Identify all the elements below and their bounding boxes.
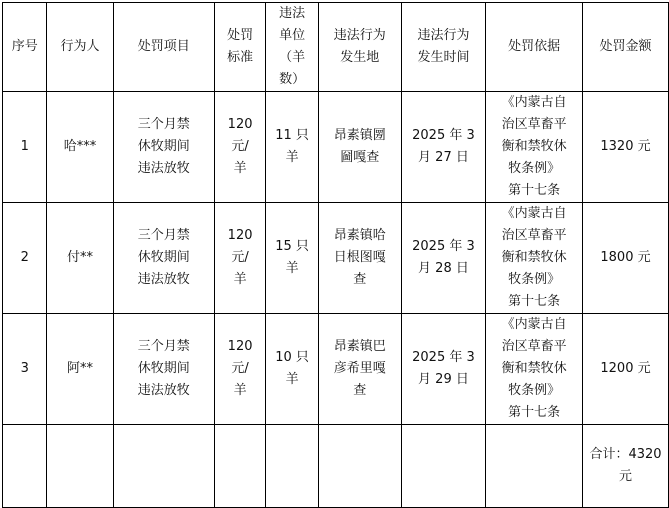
cell-place bbox=[318, 314, 401, 425]
cell-unit-text bbox=[275, 347, 309, 391]
header-cell-unit-line: 数） bbox=[279, 72, 306, 87]
header-cell-seq-line: 序号 bbox=[11, 39, 38, 54]
cell-basis-line: 衡和禁牧休 bbox=[501, 361, 567, 376]
cell-amount bbox=[583, 203, 669, 314]
cell-basis bbox=[486, 203, 583, 314]
cell-basis-line: 《内蒙古自 bbox=[501, 206, 567, 221]
cell-place-text bbox=[334, 336, 386, 402]
cell-time-line: 月 29 日 bbox=[418, 372, 469, 387]
cell-actor-line: 哈*** bbox=[63, 139, 97, 154]
cell-unit-line: 11 只 bbox=[275, 128, 309, 143]
cell-seq bbox=[3, 314, 47, 425]
table-header-row bbox=[3, 3, 669, 92]
cell-basis-line: 牧条例》 bbox=[508, 272, 561, 287]
cell-item-line: 休牧期间 bbox=[137, 139, 190, 154]
cell-basis-line: 第十七条 bbox=[508, 405, 561, 420]
cell-time-line: 2025 年 3 bbox=[412, 128, 475, 143]
cell-standard-line: 120 bbox=[227, 117, 253, 132]
cell-item-line: 违法放牧 bbox=[137, 383, 190, 398]
penalty-table-container bbox=[2, 2, 669, 508]
cell-standard-line: 羊 bbox=[233, 272, 247, 287]
cell-amount-line: 1200 元 bbox=[600, 361, 651, 376]
cell-basis-line: 第十七条 bbox=[508, 294, 561, 309]
cell-place-line: 查 bbox=[353, 383, 367, 398]
cell-amount-text bbox=[600, 358, 650, 380]
cell-standard-text bbox=[228, 114, 253, 180]
cell-standard bbox=[214, 314, 265, 425]
header-cell-unit-line: （羊 bbox=[279, 50, 306, 65]
cell-basis-line: 衡和禁牧休 bbox=[501, 250, 567, 265]
header-cell-actor-text bbox=[60, 36, 99, 58]
header-cell-item-line: 处罚项目 bbox=[137, 39, 190, 54]
header-cell-item-text bbox=[138, 36, 190, 58]
cell-standard-line: 元/ bbox=[231, 139, 249, 154]
header-cell-seq bbox=[3, 3, 47, 92]
cell-actor bbox=[47, 203, 113, 314]
cell-item-line: 三个月禁 bbox=[137, 228, 190, 243]
cell-basis-text bbox=[502, 92, 567, 202]
cell-place-line: 查 bbox=[353, 272, 367, 287]
cell-basis-line: 衡和禁牧休 bbox=[501, 139, 567, 154]
cell-unit bbox=[266, 92, 319, 203]
cell-standard-line: 羊 bbox=[233, 161, 247, 176]
header-cell-place-text bbox=[334, 25, 386, 69]
cell-place-text bbox=[334, 125, 386, 169]
cell-seq-text bbox=[21, 136, 29, 158]
cell-standard bbox=[214, 92, 265, 203]
cell-actor bbox=[47, 92, 113, 203]
cell-item bbox=[113, 314, 214, 425]
cell-place-line: 昂素镇圐 bbox=[333, 128, 386, 143]
cell-standard-text bbox=[228, 225, 253, 291]
table-row bbox=[3, 203, 669, 314]
total-amount-cell-text bbox=[589, 444, 661, 488]
header-cell-place-line: 发生地 bbox=[340, 50, 380, 65]
cell-place-line: 昂素镇哈 bbox=[333, 228, 386, 243]
cell-seq bbox=[3, 203, 47, 314]
header-cell-unit bbox=[266, 3, 319, 92]
cell-place bbox=[318, 92, 401, 203]
cell-seq-text bbox=[21, 358, 29, 380]
header-cell-standard-line: 处罚 bbox=[227, 28, 254, 43]
total-amount-cell-line: 合计：4320 bbox=[589, 447, 662, 462]
cell-standard-line: 元/ bbox=[231, 361, 249, 376]
cell-basis-text bbox=[502, 314, 567, 424]
cell-item-text bbox=[138, 225, 190, 291]
cell-actor bbox=[47, 314, 113, 425]
cell-item-line: 三个月禁 bbox=[137, 117, 190, 132]
cell-time-line: 月 27 日 bbox=[418, 150, 469, 165]
cell-amount-line: 1320 元 bbox=[600, 139, 651, 154]
header-cell-seq-text bbox=[12, 36, 38, 58]
header-cell-actor-line: 行为人 bbox=[60, 39, 100, 54]
empty-cell bbox=[113, 425, 214, 508]
cell-unit-line: 羊 bbox=[285, 261, 299, 276]
empty-cell bbox=[266, 425, 319, 508]
header-cell-place-line: 违法行为 bbox=[333, 28, 386, 43]
header-cell-basis-text bbox=[508, 36, 560, 58]
cell-unit-line: 15 只 bbox=[275, 239, 309, 254]
header-cell-place bbox=[318, 3, 401, 92]
cell-basis-line: 牧条例》 bbox=[508, 383, 561, 398]
cell-unit-line: 羊 bbox=[285, 150, 299, 165]
cell-basis-text bbox=[502, 203, 567, 313]
cell-place-line: 日根图嘎 bbox=[333, 250, 386, 265]
empty-cell bbox=[401, 425, 486, 508]
cell-standard-line: 元/ bbox=[231, 250, 249, 265]
empty-cell bbox=[3, 425, 47, 508]
cell-standard-line: 120 bbox=[227, 339, 253, 354]
total-amount-cell bbox=[583, 425, 669, 508]
header-cell-unit-line: 单位 bbox=[279, 28, 306, 43]
header-cell-unit-text bbox=[279, 3, 305, 91]
cell-item-line: 休牧期间 bbox=[137, 361, 190, 376]
penalty-table bbox=[2, 2, 669, 508]
cell-place-text bbox=[334, 225, 386, 291]
cell-standard-line: 120 bbox=[227, 228, 253, 243]
cell-basis-line: 治区草畜平 bbox=[501, 117, 567, 132]
cell-basis-line: 治区草畜平 bbox=[501, 228, 567, 243]
header-cell-standard bbox=[214, 3, 265, 92]
header-cell-time-line: 发生时间 bbox=[417, 50, 470, 65]
cell-unit bbox=[266, 314, 319, 425]
cell-time bbox=[401, 203, 486, 314]
cell-actor-text bbox=[67, 358, 93, 380]
header-cell-standard-line: 标准 bbox=[227, 50, 254, 65]
cell-actor-line: 阿** bbox=[66, 361, 93, 376]
cell-standard-line: 羊 bbox=[233, 383, 247, 398]
header-cell-item bbox=[113, 3, 214, 92]
cell-place bbox=[318, 203, 401, 314]
header-cell-basis bbox=[486, 3, 583, 92]
total-row bbox=[3, 425, 669, 508]
cell-time-text bbox=[412, 236, 475, 280]
cell-time-text bbox=[412, 347, 475, 391]
cell-seq-line: 3 bbox=[20, 361, 29, 376]
header-cell-amount-line: 处罚金额 bbox=[599, 39, 652, 54]
cell-time-line: 2025 年 3 bbox=[412, 239, 475, 254]
table-row bbox=[3, 314, 669, 425]
cell-item-line: 违法放牧 bbox=[137, 272, 190, 287]
cell-actor-line: 付** bbox=[66, 250, 93, 265]
cell-basis-line: 《内蒙古自 bbox=[501, 95, 567, 110]
cell-basis-line: 《内蒙古自 bbox=[501, 317, 567, 332]
cell-unit bbox=[266, 203, 319, 314]
cell-place-line: 圙嘎查 bbox=[340, 150, 380, 165]
cell-time-text bbox=[412, 125, 475, 169]
cell-time-line: 2025 年 3 bbox=[412, 350, 475, 365]
cell-amount-line: 1800 元 bbox=[600, 250, 651, 265]
header-cell-time-text bbox=[417, 25, 469, 69]
cell-time bbox=[401, 314, 486, 425]
cell-basis-line: 第十七条 bbox=[508, 183, 561, 198]
total-amount-cell-line: 元 bbox=[618, 469, 632, 484]
cell-time-line: 月 28 日 bbox=[418, 261, 469, 276]
cell-amount-text bbox=[600, 247, 650, 269]
cell-unit-line: 羊 bbox=[285, 372, 299, 387]
header-cell-actor bbox=[47, 3, 113, 92]
cell-item-text bbox=[138, 336, 190, 402]
cell-item-line: 三个月禁 bbox=[137, 339, 190, 354]
cell-amount bbox=[583, 92, 669, 203]
header-cell-time bbox=[401, 3, 486, 92]
cell-item-line: 违法放牧 bbox=[137, 161, 190, 176]
cell-item bbox=[113, 203, 214, 314]
header-cell-basis-line: 处罚依据 bbox=[508, 39, 561, 54]
cell-item bbox=[113, 92, 214, 203]
cell-seq-text bbox=[21, 247, 29, 269]
cell-actor-text bbox=[64, 136, 97, 158]
header-cell-standard-text bbox=[227, 25, 253, 69]
cell-unit-text bbox=[275, 125, 309, 169]
empty-cell bbox=[47, 425, 113, 508]
cell-item-text bbox=[138, 114, 190, 180]
empty-cell bbox=[318, 425, 401, 508]
header-cell-amount bbox=[583, 3, 669, 92]
cell-basis bbox=[486, 92, 583, 203]
header-cell-time-line: 违法行为 bbox=[417, 28, 470, 43]
cell-unit-line: 10 只 bbox=[275, 350, 309, 365]
cell-standard bbox=[214, 203, 265, 314]
cell-basis-line: 治区草畜平 bbox=[501, 339, 567, 354]
cell-basis-line: 牧条例》 bbox=[508, 161, 561, 176]
empty-cell bbox=[214, 425, 265, 508]
table-body bbox=[3, 3, 669, 508]
header-cell-unit-line: 违法 bbox=[279, 6, 306, 21]
empty-cell bbox=[486, 425, 583, 508]
cell-basis bbox=[486, 314, 583, 425]
cell-time bbox=[401, 92, 486, 203]
table-row bbox=[3, 92, 669, 203]
cell-place-line: 昂素镇巴 bbox=[333, 339, 386, 354]
cell-place-line: 彦希里嘎 bbox=[333, 361, 386, 376]
cell-seq bbox=[3, 92, 47, 203]
cell-unit-text bbox=[275, 236, 309, 280]
cell-amount bbox=[583, 314, 669, 425]
cell-seq-line: 1 bbox=[20, 139, 29, 154]
cell-amount-text bbox=[600, 136, 650, 158]
cell-actor-text bbox=[67, 247, 93, 269]
header-cell-amount-text bbox=[599, 36, 651, 58]
cell-standard-text bbox=[228, 336, 253, 402]
cell-item-line: 休牧期间 bbox=[137, 250, 190, 265]
cell-seq-line: 2 bbox=[20, 250, 29, 265]
